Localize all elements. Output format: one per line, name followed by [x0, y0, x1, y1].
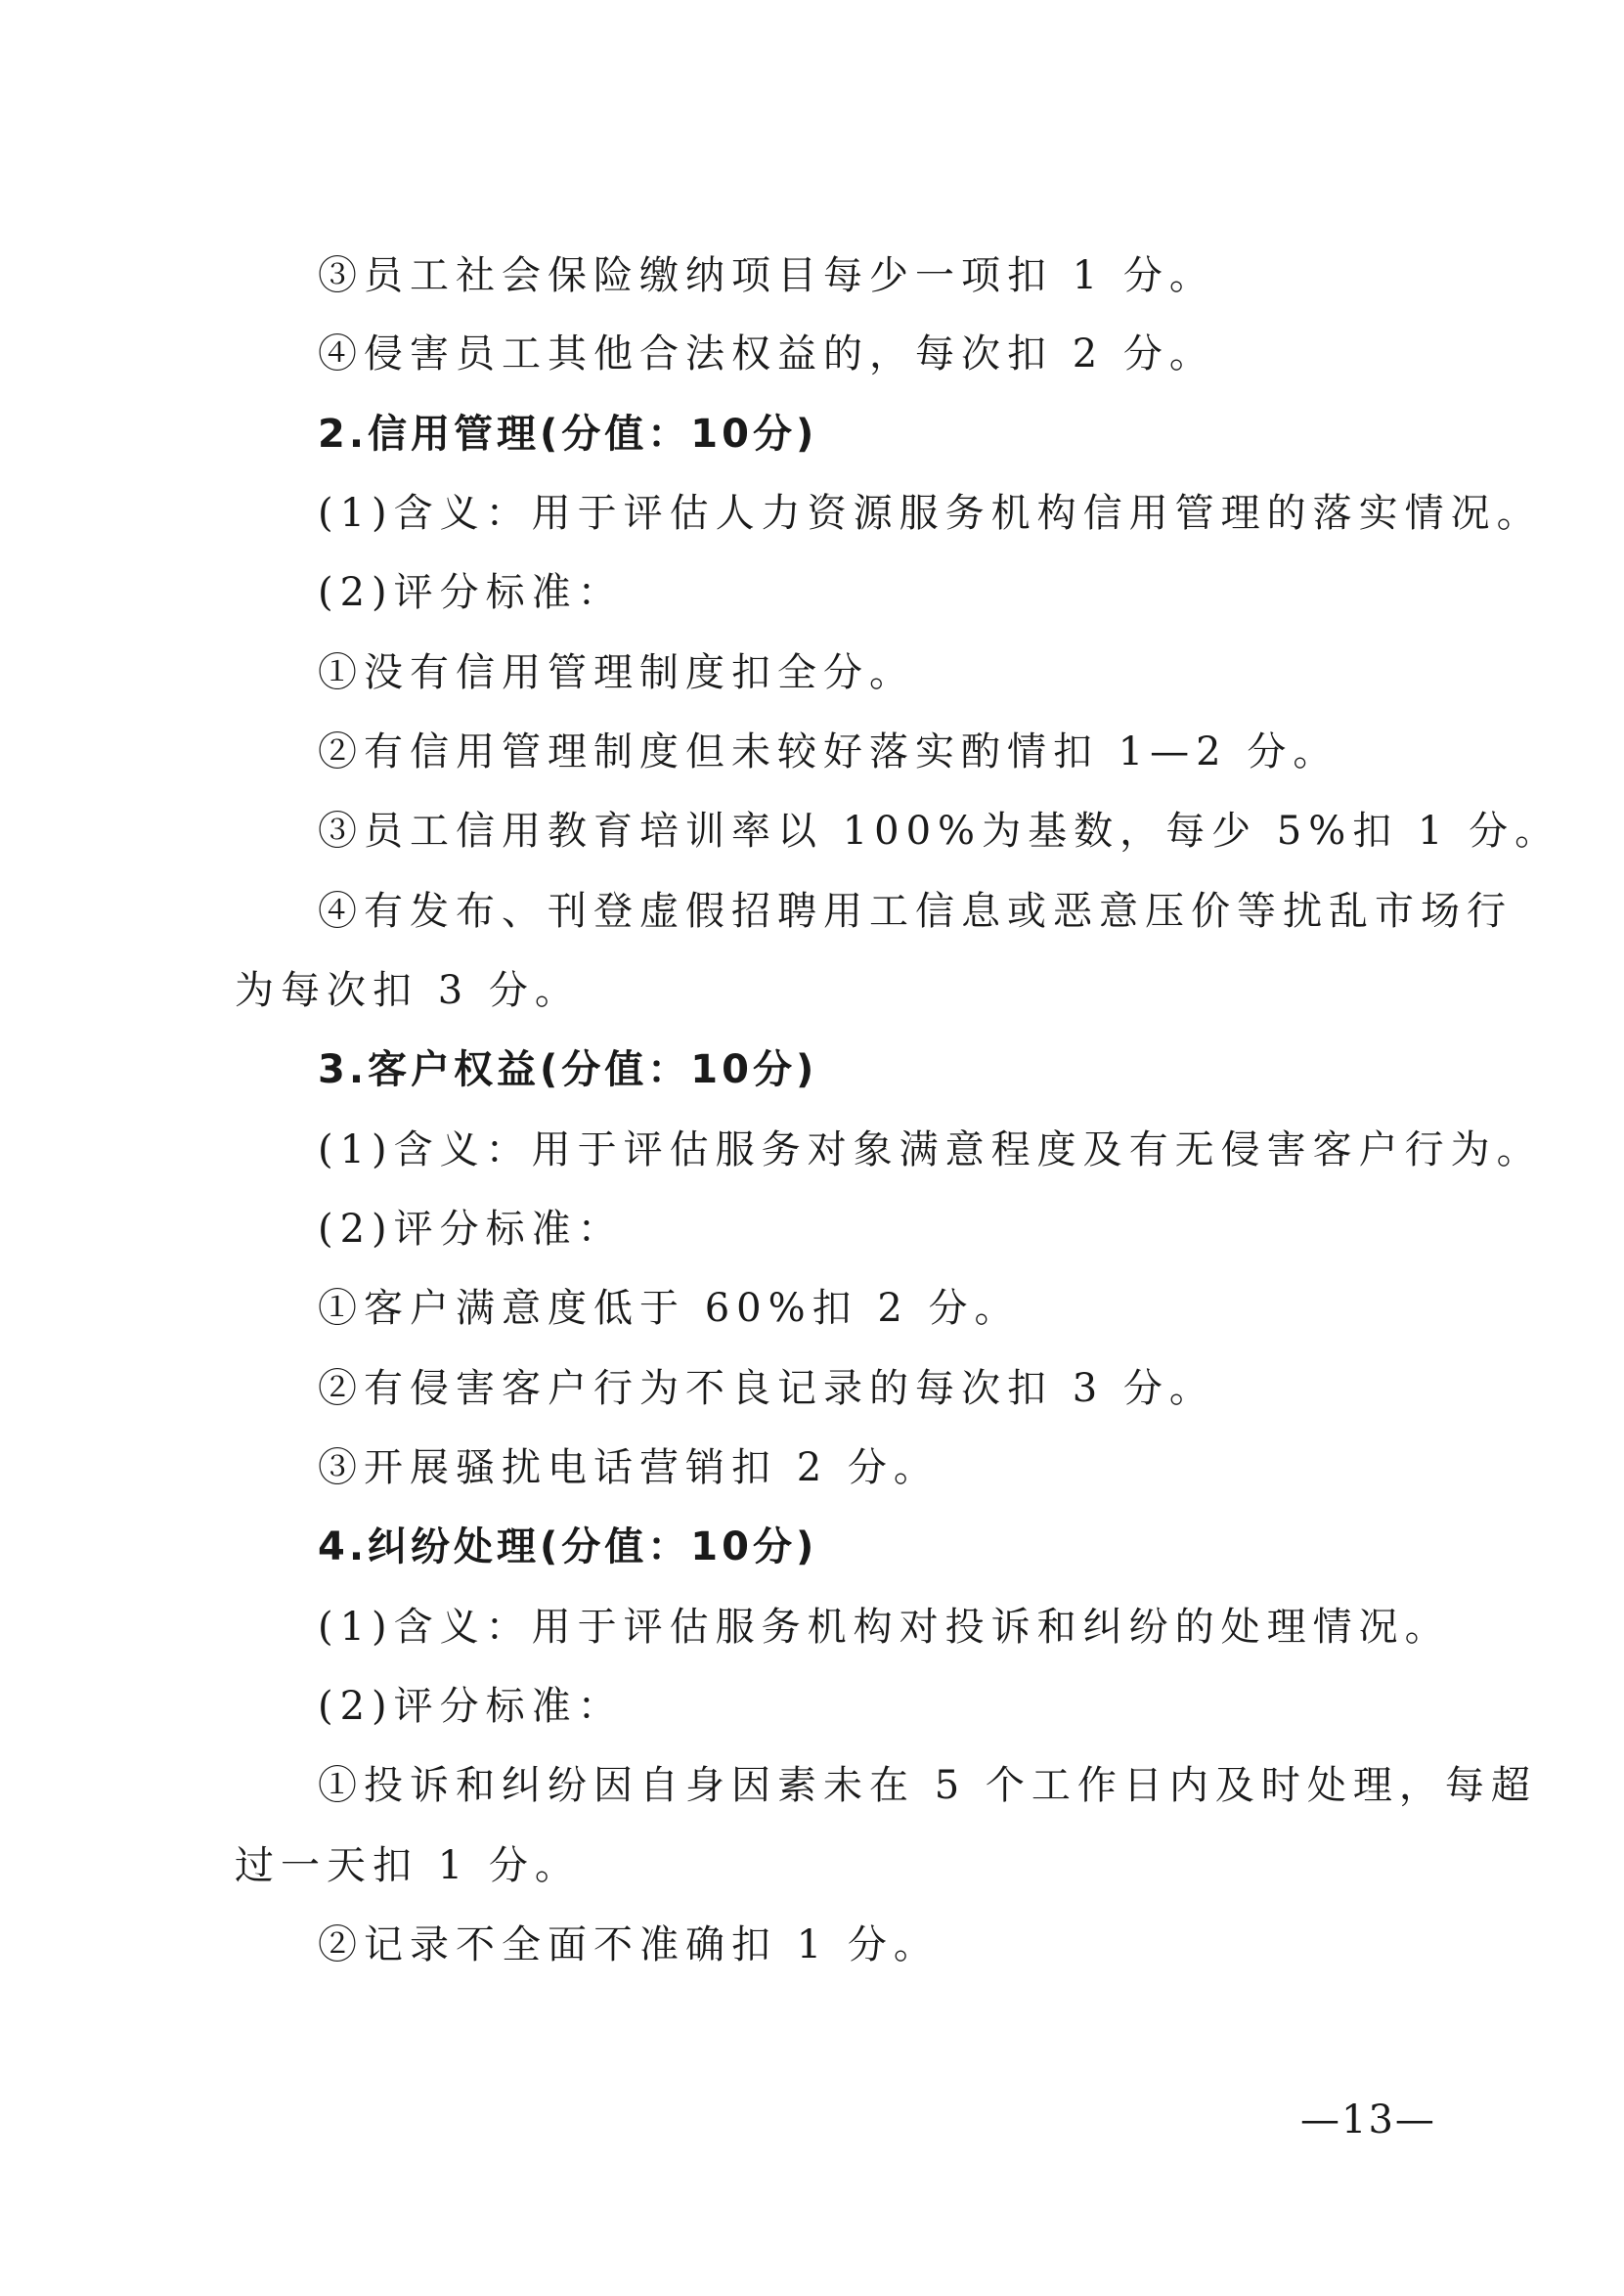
section-heading: 2.信用管理(分值：10分): [318, 412, 818, 457]
text-line: ②有信用管理制度但未较好落实酌情扣 1—2 分。: [318, 729, 1339, 774]
section-heading: 3.客户权益(分值：10分): [318, 1047, 818, 1092]
text-line: (2)评分标准：: [318, 1207, 624, 1252]
text-line: (2)评分标准：: [318, 570, 624, 615]
text-line: ③员工社会保险缴纳项目每少一项扣 1 分。: [318, 253, 1215, 298]
text-line: ②记录不全面不准确扣 1 分。: [318, 1922, 940, 1967]
text-line: ④侵害员工其他合法权益的，每次扣 2 分。: [318, 331, 1215, 376]
text-line: ①客户满意度低于 60%扣 2 分。: [318, 1286, 1021, 1331]
text-line: (1)含义：用于评估服务对象满意程度及有无侵害客户行为。: [318, 1127, 1543, 1172]
text-line: (1)含义：用于评估人力资源服务机构信用管理的落实情况。: [318, 491, 1543, 536]
text-line: ③员工信用教育培训率以 100%为基数，每少 5%扣 1 分。: [318, 809, 1561, 854]
text-line: ③开展骚扰电话营销扣 2 分。: [318, 1445, 940, 1490]
section-heading: 4.纠纷处理(分值：10分): [318, 1524, 818, 1569]
text-line: ②有侵害客户行为不良记录的每次扣 3 分。: [318, 1366, 1215, 1411]
page-number: —13—: [1300, 2097, 1436, 2142]
text-line: ④有发布、刊登虚假招聘用工信息或恶意压价等扰乱市场行: [318, 889, 1513, 934]
text-line: 为每次扣 3 分。: [235, 968, 581, 1013]
text-line: (1)含义：用于评估服务机构对投诉和纠纷的处理情况。: [318, 1605, 1451, 1650]
text-line: 过一天扣 1 分。: [235, 1843, 581, 1888]
text-line: (2)评分标准：: [318, 1684, 624, 1729]
text-line: ①投诉和纠纷因自身因素未在 5 个工作日内及时处理，每超: [318, 1763, 1537, 1808]
text-line: ①没有信用管理制度扣全分。: [318, 650, 915, 695]
